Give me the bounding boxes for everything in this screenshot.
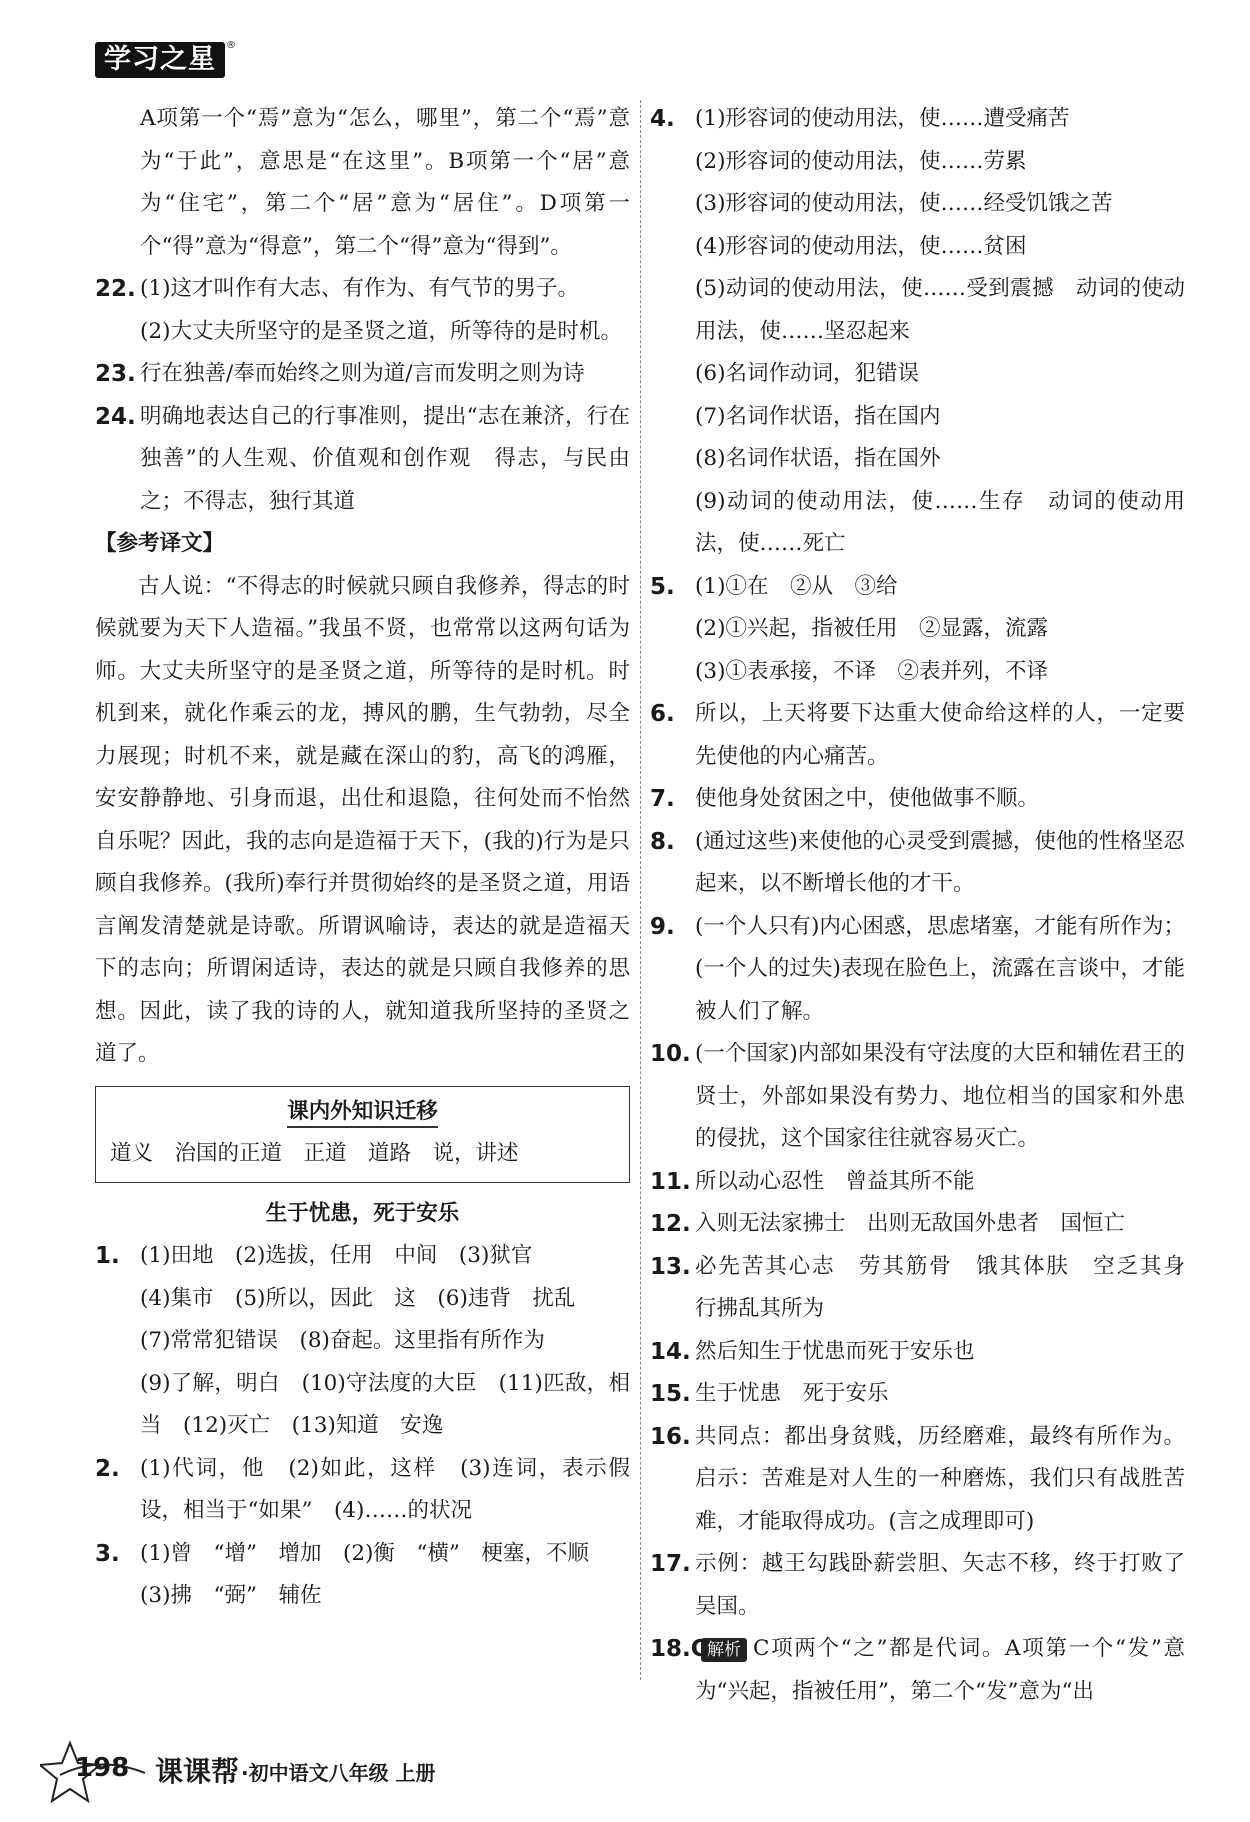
answer-text: 共同点：都出身贫贱，历经磨难，最终有所作为。启示：苦难是对人生的一种磨炼，我们只有战胜苦难，才能取得成功。(言之成理即可) [695,1423,1185,1534]
answer-8 [650,821,1185,906]
knowledge-transfer-box [95,1086,630,1183]
answer-line: (2)形容词的使动用法，使……劳累 [695,148,1027,174]
answer-text: 入则无法家拂士 出则无敌国外患者 国恒亡 [695,1211,1126,1236]
answer-23 [95,353,630,396]
answer-number: 24. [95,403,136,430]
answer-line: (9)动词的使动用法，使……生存 动词的使动用法，使……死亡 [695,488,1185,556]
answer-line: (7)常常犯错误 (8)奋起。这里指有所作为 [140,1328,545,1353]
answer-number: 2. [95,1455,120,1482]
answer-1 [95,1235,630,1448]
reference-translation: 古人说：“不得志的时候就只顾自我修养，得志的时候就要为天下人造福。”我虽不贤，也常常以这两句话为师。大丈夫所坚守的是圣贤之道，所等待的是时机。时机到来，就化作乘云的龙，搏风的鹏，生气勃勃，尽全力展现；时机不来，就是藏在深山的豹，高飞的鸿雁，安安静静地、引身而退，出仕和退隐，往何处而不怡然自乐呢？因此，我的志向是造福于天下，(我的)行为是只顾自我修养。(我所)奉行并贯彻始终的是圣贤之道，用语言阐发清楚就是诗歌。所谓讽喻诗，表达的就是造福天下的志向；所谓闲适诗，表达的就是只顾自我修养的思想。因此，读了我的诗的人，就知道我所坚持的圣贤之道了。 [95,573,630,1066]
answer-number: 12. [650,1211,691,1237]
answer-line: (2)①兴起，指被任用 ②显露，流露 [695,616,1048,641]
answer-number: 11. [650,1168,691,1195]
answer-number: 23. [95,361,136,387]
answer-text: (1)代词，他 (2)如此，这样 (3)连词，表示假设，相当于“如果” (4)……的状况 [140,1455,630,1523]
answer-number: 14. [650,1338,691,1365]
answer-3 [95,1533,630,1618]
box-content: 道义 治国的正道 正道 道路 说，讲述 [110,1141,519,1166]
answer-15 [650,1373,1185,1416]
answer-line: (4)形容词的使动用法，使……贫困 [695,233,1027,259]
answer-text: 必先苦其心志 劳其筋骨 饿其体肤 空乏其身 行拂乱其所为 [695,1253,1207,1321]
answer-number: 13. [650,1253,691,1280]
answer-11 [650,1161,1185,1204]
answer-18 [650,1628,1185,1713]
answer-text: 明确地表达自己的行事准则，提出“志在兼济，行在独善”的人生观、价值观和创作观 得志，与民由之；不得志，独行其道 [140,403,630,514]
answer-line: (6)名词作动词，犯错误 [695,361,919,386]
footer-brand: 课课帮 [155,1755,240,1788]
publisher-logo: 学习之星 [95,42,225,78]
footer-book-title: ·初中语文八年级 上册 [241,1761,436,1785]
answer-24 [95,396,630,524]
answer-line: (4)集市 (5)所以，因此 这 (6)违背 扰乱 [140,1285,576,1311]
answer-16 [650,1416,1185,1544]
answer-line: (1)形容词的使动用法，使……遭受痛苦 [695,106,1070,131]
answer-text: 示例：越王勾践卧薪尝胆、矢志不移，终于打败了吴国。 [695,1551,1185,1619]
answer-14 [650,1331,1185,1374]
answer-number: 15. [650,1381,691,1407]
analysis-text: C项两个“之”都是代词。A项第一个“发”意为“兴起，指被任用”，第二个“发”意为“出 [695,1636,1185,1704]
answer-17 [650,1543,1185,1628]
q21-explanation: A项第一个“焉”意为“怎么，哪里”，第二个“焉”意为“于此”，意思是“在这里”。B项第一个“居”意为“住宅”，第二个“居”意为“居住”。D项第一个“得”意为“得意”，第二个“得”意为“得到”。 [140,106,630,259]
answer-2 [95,1448,630,1533]
answer-number: 5. [650,573,675,600]
answer-10 [650,1033,1185,1161]
answer-text: 所以动心忍性 曾益其所不能 [695,1168,975,1194]
answer-number: 22. [95,276,136,302]
answer-line: (3)①表承接，不译 ②表并列，不译 [695,658,1048,684]
box-title: 课内外知识迁移 [110,1091,615,1134]
answer-number: 1. [95,1243,120,1269]
answer-22 [95,268,630,353]
answer-line: (1)曾 “增” 增加 (2)衡 “横” 梗塞，不顺 [140,1540,589,1566]
section-title: 生于忧患，死于安乐 [265,1200,460,1226]
answer-line: (8)名词作状语，指在国外 [695,446,941,471]
answer-number: 4. [650,106,675,132]
analysis-tag: 解析 [701,1638,747,1662]
answer-text: 使他身处贫困之中，使他做事不顺。 [695,786,1040,811]
answer-number: 17. [650,1551,691,1577]
answer-line: (3)形容词的使动用法，使……经受饥饿之苦 [695,191,1113,216]
answer-text: (通过这些)来使他的心灵受到震撼，使他的性格坚忍起来，以不断增长他的才干。 [695,828,1185,896]
answer-line: (1)这才叫作有大志、有作为、有气节的男子。 [140,276,579,301]
answer-line: (1)田地 (2)选拔，任用 中间 (3)狱官 [140,1243,533,1268]
answer-line: (5)动词的使动用法，使……受到震撼 动词的使动用法，使……坚忍起来 [695,276,1185,344]
answer-text: 生于忧患 死于安乐 [695,1381,889,1406]
answer-number: 8. [650,828,675,855]
answer-number: 7. [650,786,675,812]
answer-number: 16. [650,1423,691,1450]
answer-number: 6. [650,701,675,727]
answer-number: 3. [95,1540,120,1567]
answer-text: 行在独善/奉而始终之则为道/言而发明之则为诗 [140,361,585,386]
answer-12 [650,1203,1185,1246]
answer-choice: C [690,1636,708,1662]
answer-number: 9. [650,913,675,940]
answer-6 [650,693,1185,778]
answer-13 [650,1246,1207,1331]
answer-text [695,1628,1185,1713]
answer-line: (1)①在 ②从 ③给 [695,573,898,599]
answer-9 [650,906,1185,1034]
column-divider [640,100,641,1680]
registered-mark: ® [226,40,236,51]
answer-4 [650,98,1185,566]
answer-number: 10. [650,1041,691,1067]
answer-7 [650,778,1185,821]
answer-line: (2)大丈夫所坚守的是圣贤之道，所等待的是时机。 [140,318,622,344]
left-column [95,98,630,1618]
answer-5 [650,566,1185,694]
answer-text: (一个国家)内部如果没有守法度的大臣和辅佐君王的贤士，外部如果没有势力、地位相当的国家和外患的侵扰，这个国家往往就容易灭亡。 [695,1041,1185,1151]
answer-line: (7)名词作状语，指在国内 [695,403,941,429]
page-number: 198 [75,1753,130,1783]
page-footer [40,1735,640,1805]
answer-text: 然后知生于忧患而死于安乐也 [695,1338,975,1364]
right-column [650,98,1207,1713]
answer-text: (一个人只有)内心困惑，思虑堵塞，才能有所作为；(一个人的过失)表现在脸色上，流露在言谈中，才能被人们了解。 [695,913,1185,1024]
answer-number: 18.C [650,1636,708,1662]
reference-translation-title: 【参考译文】 [95,531,225,556]
answer-line: (3)拂 “弼” 辅佐 [140,1583,322,1608]
answer-line: (9)了解，明白 (10)守法度的大臣 (11)匹敌，相当 (12)灭亡 (13)知道 安逸 [140,1370,630,1438]
answer-text: 所以，上天将要下达重大使命给这样的人，一定要先使他的内心痛苦。 [695,701,1185,769]
